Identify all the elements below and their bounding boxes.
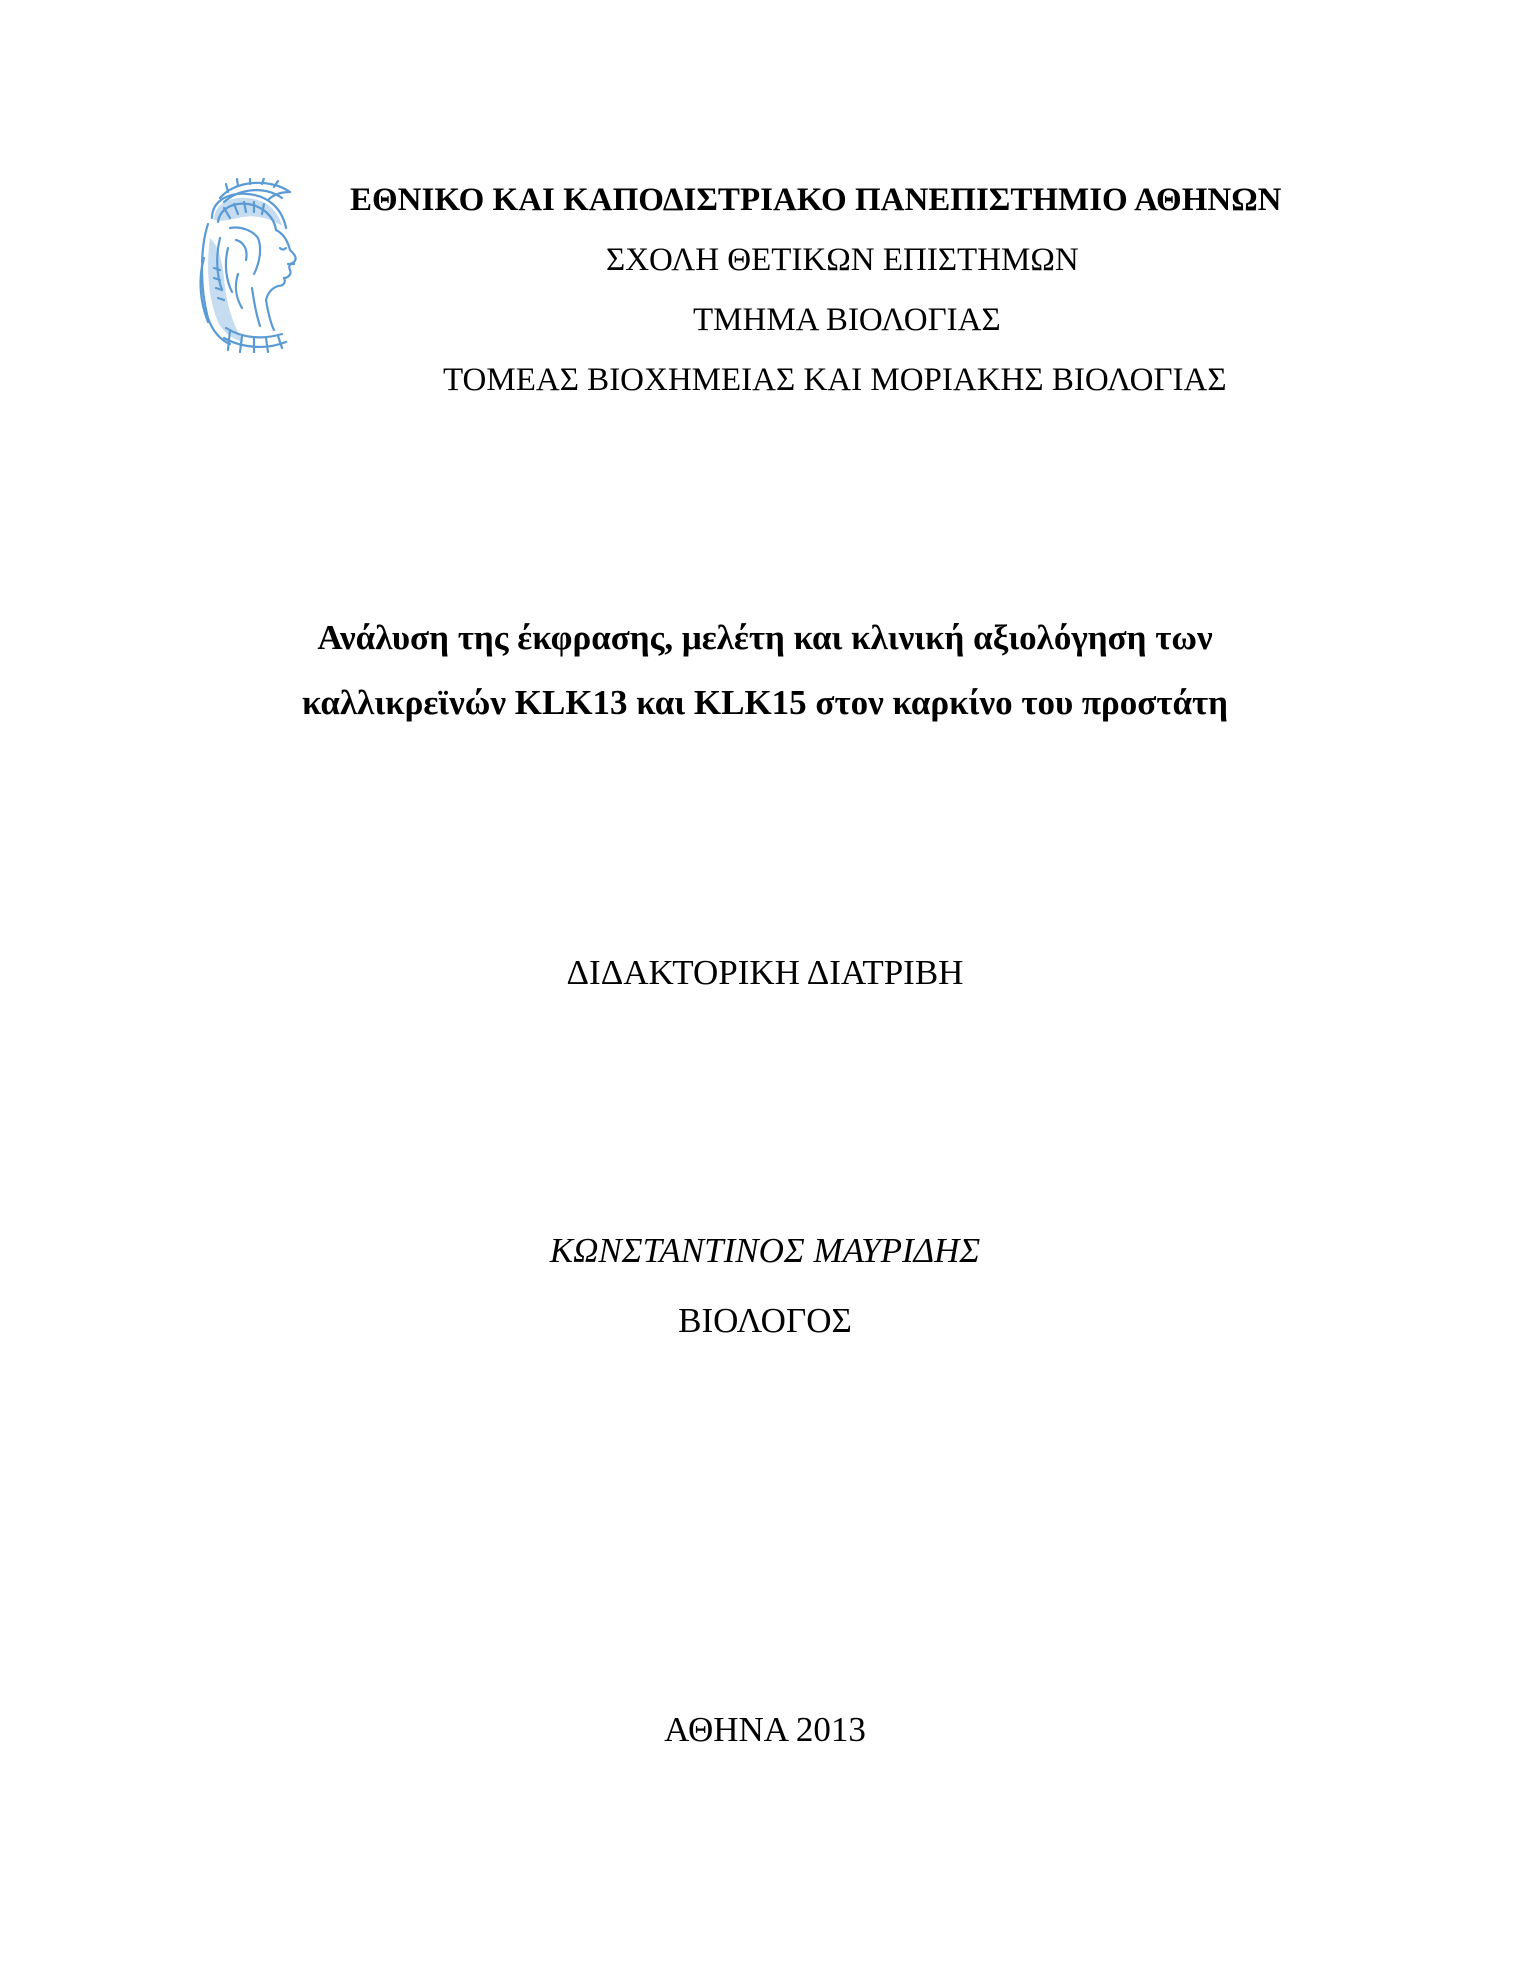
thesis-title-line-2: καλλικρεϊνών KLK13 και KLK15 στον καρκίνο του προστάτη [302,683,1228,722]
athena-head-logo-icon [190,178,310,353]
author-name: ΚΩΝΣΤΑΝΤΙΝΟΣ ΜΑΥΡΙΔΗΣ [549,1231,981,1270]
university-name: ΕΘΝΙΚΟ ΚΑΙ ΚΑΠΟΔΙΣΤΡΙΑΚΟ ΠΑΝΕΠΙΣΤΗΜΙΟ ΑΘΗΝΩΝ [350,182,1282,218]
place-and-year: ΑΘΗΝΑ 2013 [664,1710,866,1749]
sector-name: ΤΟΜΕΑΣ ΒΙΟΧΗΜΕΙΑΣ ΚΑΙ ΜΟΡΙΑΚΗΣ ΒΙΟΛΟΓΙΑΣ [443,362,1227,398]
document-type: ΔΙΔΑΚΤΟΡΙΚΗ ΔΙΑΤΡΙΒΗ [566,953,964,992]
school-name: ΣΧΟΛΗ ΘΕΤΙΚΩΝ ΕΠΙΣΤΗΜΩΝ [606,242,1079,278]
department-name: ΤΜΗΜΑ ΒΙΟΛΟΓΙΑΣ [693,302,1001,338]
author-role: ΒΙΟΛΟΓΟΣ [678,1301,852,1340]
thesis-title-line-1: Ανάλυση της έκφρασης, μελέτη και κλινική αξιολόγηση των [317,618,1213,657]
